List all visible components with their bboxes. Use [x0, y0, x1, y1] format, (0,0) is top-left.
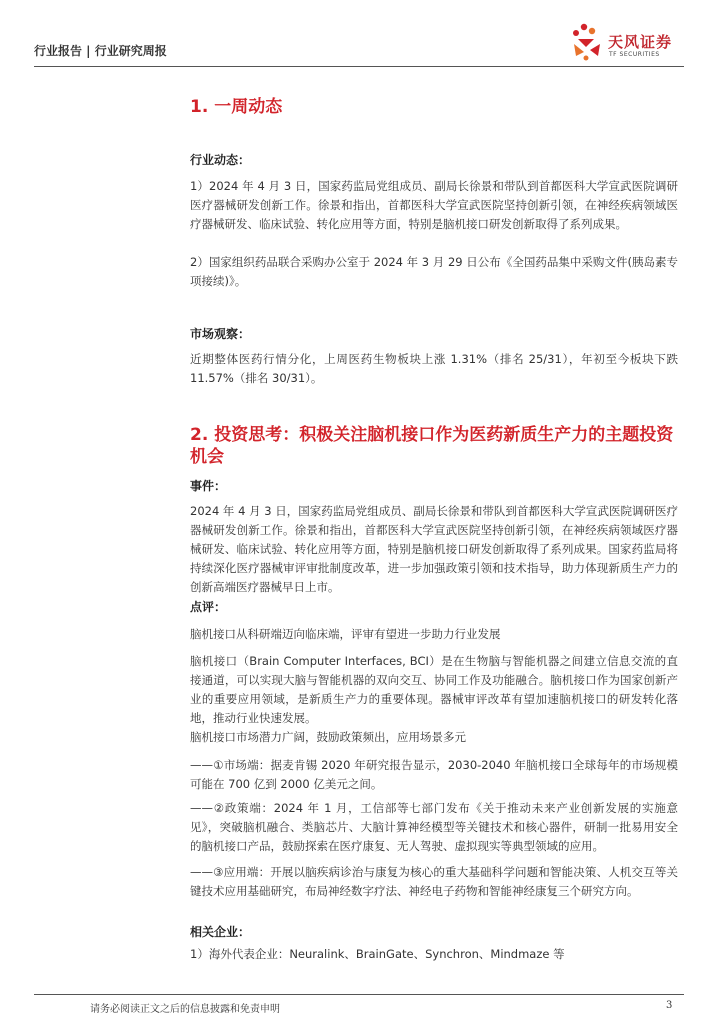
header-divider [34, 66, 684, 67]
application-side-item: ——③应用端：开展以脑疾病诊治与康复为核心的重大基础科学问题和智能决策、人机交互等关键技术应用基础研究，布局神经数字疗法、神经电子药物和智能神经康复三个研究方向。 [190, 865, 678, 898]
logo-chinese-name: 天风证券 [608, 33, 673, 51]
industry-paragraph-1: 1）2024 年 4 月 3 日，国家药监局党组成员、副局长徐景和带队到首都医科大学宣武医院调研医疗器械研发创新工作。徐景和指出，首都医科大学宣武医院坚持创新引领，在神经疾病领域医疗器械研发、临床试验、转化应用等方面，特别是脑机接口研发创新取得了系列成果。 [190, 179, 678, 231]
comment-heading: 点评： [190, 600, 227, 614]
footer-divider [34, 994, 684, 995]
industry-dynamics-heading: 行业动态： [190, 153, 251, 167]
policy-side-item: ——②政策端：2024 年 1 月，工信部等七部门发布《关于推动未来产业创新发展的实施意见》，突破脑机融合、类脑芯片、大脑计算神经模型等关键技术和核心器件，研制一批易用安全的脑机接口产品，鼓励探索在医疗康复、无人驾驶、虚拟现实等典型领域的应用。 [190, 801, 678, 853]
industry-paragraph-2: 2）国家组织药品联合采购办公室于 2024 年 3 月 29 日公布《全国药品集中采购文件(胰岛素专项接续)》。 [190, 255, 678, 288]
comment-bci-definition: 脑机接口（Brain Computer Interfaces, BCI）是在生物脑与智能机器之间建立信息交流的直接通道，可以实现大脑与智能机器的双向交互、协同工作及功能融合。脑机接口作为国家创新产业的重要应用领域，是新质生产力的重要体现。器械审评改革有望加速脑机接口的研发转化落地，推动行业快速发展。 [190, 654, 678, 725]
section2-title: 2. 投资思考：积极关注脑机接口作为医药新质生产力的主题投资机会 [190, 425, 674, 467]
logo-mark-icon [568, 22, 606, 62]
market-paragraph-1: 近期整体医药行情分化，上周医药生物板块上涨 1.31%（排名 25/31），年初至今板块下跌 11.57%（排名 30/31）。 [190, 352, 678, 385]
comment-point-1: 脑机接口从科研端迈向临床端，评审有望进一步助力行业发展 [190, 627, 501, 641]
market-observation-heading: 市场观察： [190, 327, 251, 341]
logo-english-name: TF SECURITIES [609, 51, 660, 58]
report-category: 行业报告 | 行业研究周报 [34, 44, 167, 58]
event-heading: 事件： [190, 479, 227, 493]
footer-disclaimer: 请务必阅读正文之后的信息披露和免责申明 [90, 1004, 280, 1015]
market-side-item: ——①市场端：据麦肯锡 2020 年研究报告显示，2030-2040 年脑机接口全球每年的市场规模可能在 700 亿到 2000 亿美元之间。 [190, 758, 678, 791]
company-logo [568, 22, 688, 62]
comment-point-2: 脑机接口市场潜力广阔，鼓励政策频出，应用场景多元 [190, 730, 466, 744]
related-companies-heading: 相关企业： [190, 925, 251, 939]
page-number: 3 [666, 1000, 673, 1011]
section1-title: 1. 一周动态 [190, 97, 283, 117]
related-companies-item-1: 1）海外代表企业：Neuralink、BrainGate、Synchron、Mindmaze 等 [190, 947, 565, 961]
event-paragraph: 2024 年 4 月 3 日，国家药监局党组成员、副局长徐景和带队到首都医科大学宣武医院调研医疗器械研发创新工作。徐景和指出，首都医科大学宣武医院坚持创新引领，在神经疾病领域医疗器械研发、临床试验、转化应用等方面，特别是脑机接口研发创新取得了系列成果。国家药监局将持续深化医疗器械审评审批制度改革，进一步加强政策引领和技术指导，助力体现新质生产力的创新高端医疗器械早日上市。 [190, 504, 678, 594]
